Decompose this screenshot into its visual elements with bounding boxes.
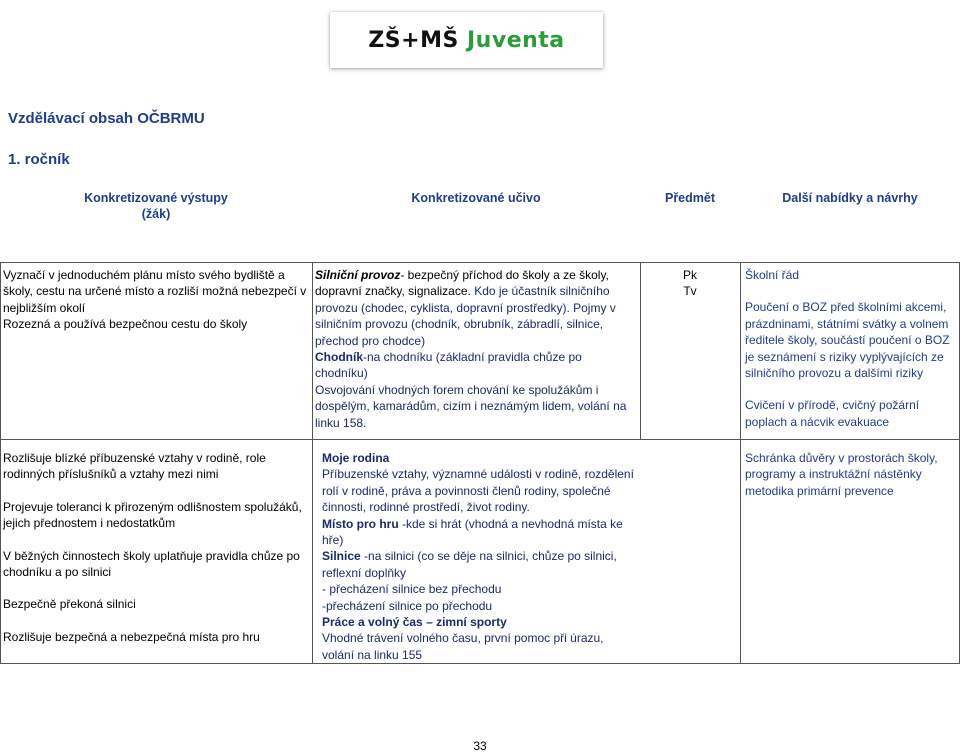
output-item: V běžných činnostech školy uplatňuje pravidla chůze po chodníku a po silnici	[3, 548, 300, 580]
page-title: Vzdělávací obsah OČBRMU	[8, 110, 205, 127]
work-title: Práce a volný čas – zimní sporty	[322, 615, 507, 630]
table-row-1-outputs	[3, 267, 309, 333]
road-title: Silnice	[322, 549, 361, 564]
column-divider	[740, 262, 741, 664]
table-row-1-content: Silniční provoz- bezpečný příchod do školy a ze školy, dopravní značky, signalizace. Kdo je účastník silničního provozu (chodec, cyklista, dopravní prostředky). Pojmy v silničním provozu (chodník, obrubník, zábradlí, silnice, přechod pro chodce) Chodník-na chodníku (základní pravidla chůze po chodníku) Osvojování vhodných forem chování ke spolužákům i dospělým, kamarádům, cizím i neznámým lidem, volání na linku 158.	[315, 267, 637, 431]
page-number: 33	[473, 739, 487, 753]
output-item: Bezpečně překoná silnici	[3, 597, 136, 612]
header-content: Konkretizované učivo	[411, 191, 541, 205]
sidewalk-title: Chodník	[315, 350, 363, 365]
behavior-text: Osvojování vhodných forem chování ke spolužákům i dospělým, kamarádům, cizím i neznámým lidem, volání na linku 158.	[315, 382, 627, 430]
road-traffic-title: Silniční provoz	[315, 268, 401, 282]
table-row-1-subject: Pk Tv	[682, 268, 697, 299]
family-title: Moje rodina	[322, 451, 390, 465]
table-row-2-other: Schránka důvěry v prostorách školy, programy a instruktážní nástěnky metodika primární prevence	[745, 451, 938, 498]
output-item: Rozlišuje bezpečná a nebezpečná místa pro hru	[3, 629, 260, 644]
output-item: Vyznačí v jednoduchém plánu místo svého bydliště a školy, cestu na určené místo a rozliší možná nebezpečí v nejbližším okolí	[3, 268, 307, 315]
table-row-2-outputs	[3, 450, 309, 645]
play-title: Místo pro hru	[322, 516, 399, 531]
school-logo	[330, 12, 603, 68]
row-divider	[0, 439, 960, 440]
table-row-2-content: Moje rodina Příbuzenské vztahy, významné události v rodině, rozdělení rolí v rodině, práva a povinnosti členů rodiny, společné činnosti, rodinné prostředí, život rodiny. Místo pro hru -kde si hrát (vhodná a nevhodná místa ke hře) Silnice -na silnici (co se děje na silnici, chůze po silnici, reflexní doplňky - přecházení silnice bez přechodu -přecházení silnice po přechodu Práce a volný čas – zimní sporty Vhodné trávení volného času, první pomoc při úrazu, volání na linku 155	[322, 451, 634, 662]
output-item: Rozezná a používá bezpečnou cestu do školy	[3, 317, 248, 332]
table-row-1-other: Školní řád Poučení o BOZ před školními akcemi, prázdninami, státními svátky a volnem ředitele školy, součástí poučení o BOZ je seznámení s riziky vyplývajících ze silničního provozu a dalšími riziky Cvičení v přírodě, cvičný požární poplach a nácvik evakuace	[745, 268, 950, 429]
grade-heading: 1. ročník	[8, 151, 70, 168]
output-item: Projevuje toleranci k přirozeným odlišnostem spolužáků, jejich přednostem i nedostatkům	[3, 499, 302, 531]
header-outputs: Konkretizované výstupy (žák)	[84, 191, 228, 221]
header-other: Další nabídky a návrhy	[782, 191, 918, 205]
logo-text: ZŠ+MŠ Juventa	[368, 27, 565, 53]
column-divider	[312, 262, 313, 664]
output-item: Rozlišuje blízké příbuzenské vztahy v rodině, role rodinných příslušníků a vztahy mezi nimi	[3, 451, 266, 482]
header-subject: Předmět	[664, 191, 716, 205]
